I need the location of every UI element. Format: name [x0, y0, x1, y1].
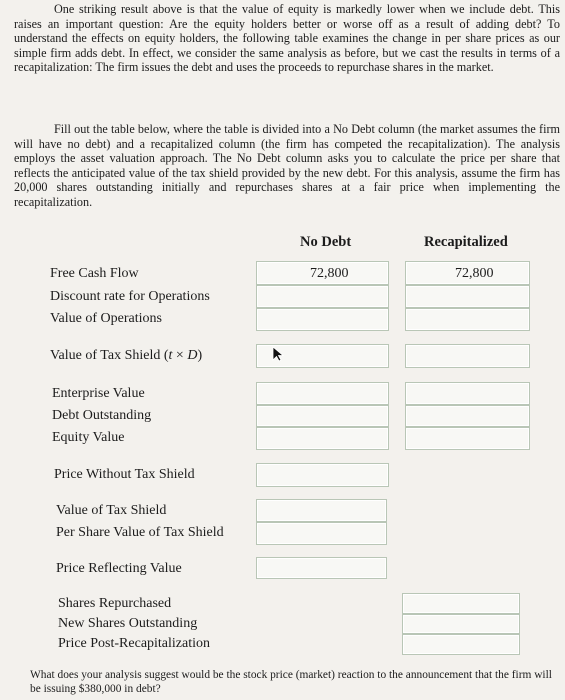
- input-new-shares-outstanding-recap[interactable]: [402, 614, 520, 634]
- value-free-cash-flow-no-debt: 72,800: [310, 266, 349, 281]
- input-debt-outstanding-no-debt[interactable]: [256, 405, 389, 427]
- label-enterprise-value: Enterprise Value: [52, 386, 145, 401]
- input-per-share-value-of-tax-shield[interactable]: [256, 522, 387, 545]
- input-value-of-tax-shield-td-recap[interactable]: [405, 344, 530, 368]
- label-per-share-value-of-tax-shield: Per Share Value of Tax Shield: [56, 525, 224, 540]
- input-value-of-operations-recap[interactable]: [405, 308, 530, 331]
- input-discount-rate-recap[interactable]: [405, 285, 530, 308]
- input-shares-repurchased-recap[interactable]: [402, 593, 520, 614]
- input-discount-rate-no-debt[interactable]: [256, 285, 389, 308]
- label-debt-outstanding: Debt Outstanding: [52, 408, 152, 423]
- label-free-cash-flow: Free Cash Flow: [50, 266, 139, 281]
- intro-paragraph-1: One striking result above is that the value of equity is markedly lower when we include debt. This raises an important question: Are the equity holders better or worse off as a result of adding debt? To understand the effects on equity holders, the following table examines the change in per share prices as our simple firm adds debt. In effect, we consider the same analysis as before, but we cast the results in terms of a recapitalization: The firm issues the debt and uses the proceeds to repurchase shares in the market.: [14, 2, 560, 75]
- column-header-no-debt: No Debt: [300, 234, 352, 250]
- input-value-of-operations-no-debt[interactable]: [256, 308, 389, 331]
- intro-paragraph-2: Fill out the table below, where the table is divided into a No Debt column (the market assumes the firm will have no debt) and a recapitalized column (the firm has competed the recapitalization). The analysis employs the asset valuation approach. The No Debt column asks you to calculate the price per share that reflects the anticipated value of the tax shield provided by the new debt. For this analysis, assume the firm has 20,000 shares outstanding initially and repurchases shares at a fair price when implementing the recapitalization.: [14, 122, 560, 209]
- column-header-recapitalized: Recapitalized: [424, 234, 508, 250]
- label-value-of-tax-shield-td: Value of Tax Shield (t × D): [50, 348, 203, 363]
- label-new-shares-outstanding: New Shares Outstanding: [58, 616, 198, 631]
- label-price-post-recapitalization: Price Post-Recapitalization: [58, 636, 211, 651]
- label-value-of-operations: Value of Operations: [50, 311, 162, 326]
- mouse-pointer-icon: [271, 346, 285, 362]
- value-free-cash-flow-recap: 72,800: [455, 266, 494, 281]
- label-value-of-tax-shield: Value of Tax Shield: [56, 503, 167, 518]
- input-value-of-tax-shield[interactable]: [256, 499, 387, 522]
- input-price-reflecting-value[interactable]: [256, 557, 387, 579]
- input-debt-outstanding-recap[interactable]: [405, 405, 530, 427]
- label-price-reflecting-value: Price Reflecting Value: [56, 561, 182, 576]
- question-text: What does your analysis suggest would be the stock price (market) reaction to the announcement that the firm will be issuing $380,000 in debt?: [30, 669, 552, 695]
- input-price-without-tax-shield[interactable]: [256, 463, 389, 487]
- label-equity-value: Equity Value: [52, 430, 125, 445]
- label-discount-rate: Discount rate for Operations: [50, 289, 210, 304]
- input-equity-value-recap[interactable]: [405, 427, 530, 450]
- input-equity-value-no-debt[interactable]: [256, 427, 389, 450]
- label-shares-repurchased: Shares Repurchased: [58, 596, 172, 611]
- input-enterprise-value-recap[interactable]: [405, 382, 530, 405]
- input-enterprise-value-no-debt[interactable]: [256, 382, 389, 405]
- input-price-post-recapitalization-recap[interactable]: [402, 634, 520, 655]
- label-price-without-tax-shield: Price Without Tax Shield: [54, 467, 195, 482]
